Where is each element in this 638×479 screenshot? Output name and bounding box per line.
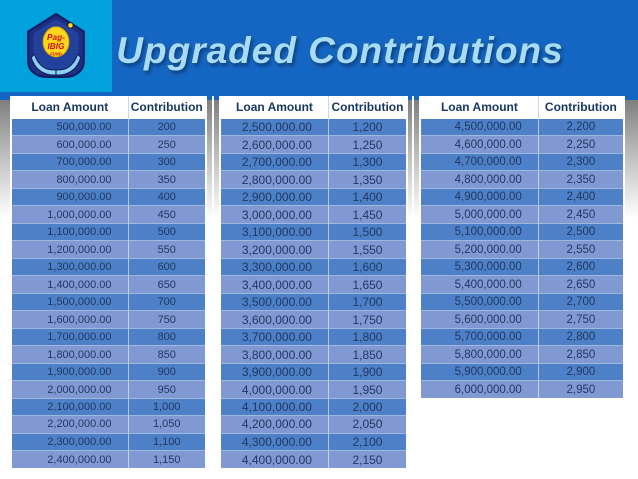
loan-amount-cell: 5,400,000.00 (420, 276, 538, 293)
loan-amount-cell: 4,900,000.00 (420, 188, 538, 205)
loan-amount-cell: 5,700,000.00 (420, 328, 538, 345)
contribution-cell: 900 (128, 363, 206, 380)
table-row (420, 136, 624, 153)
loan-amount-cell: 2,300,000.00 (11, 433, 128, 450)
contribution-cell: 2,750 (538, 311, 624, 328)
contribution-header: Contribution (328, 96, 407, 119)
loan-amount-cell: 5,300,000.00 (420, 258, 538, 275)
table-row (220, 119, 407, 136)
loan-amount-cell: 3,500,000.00 (220, 293, 328, 310)
contribution-cell: 2,150 (328, 451, 407, 469)
table-row (420, 188, 624, 205)
table-row (11, 451, 206, 469)
loan-amount-cell: 4,300,000.00 (220, 433, 328, 450)
contribution-cell: 1,950 (328, 381, 407, 398)
contribution-cell: 2,500 (538, 223, 624, 240)
table-row (420, 363, 624, 380)
loan-amount-cell: 5,500,000.00 (420, 293, 538, 310)
loan-amount-cell: 4,100,000.00 (220, 398, 328, 415)
table-row (220, 153, 407, 170)
contribution-cell: 2,300 (538, 153, 624, 170)
loan-amount-cell: 1,100,000.00 (11, 223, 128, 240)
contribution-cell: 1,750 (328, 311, 407, 328)
loan-amount-cell: 900,000.00 (11, 188, 128, 205)
table-row (220, 433, 407, 450)
contribution-cell: 1,250 (328, 136, 407, 153)
table-row (11, 363, 206, 380)
loan-amount-cell: 800,000.00 (11, 171, 128, 188)
table-row (420, 206, 624, 223)
contribution-cell: 350 (128, 171, 206, 188)
table-row (11, 346, 206, 363)
table-row (11, 381, 206, 398)
contribution-cell: 2,250 (538, 136, 624, 153)
contribution-cell: 250 (128, 136, 206, 153)
contribution-header: Contribution (128, 96, 206, 119)
contribution-cell: 2,450 (538, 206, 624, 223)
loan-amount-cell: 3,100,000.00 (220, 223, 328, 240)
loan-amount-header: Loan Amount (220, 96, 328, 119)
contribution-cell: 200 (128, 119, 206, 136)
loan-amount-cell: 4,200,000.00 (220, 416, 328, 433)
contribution-cell: 1,850 (328, 346, 407, 363)
table-row (220, 258, 407, 275)
contribution-cell: 1,000 (128, 398, 206, 415)
table-row (11, 241, 206, 258)
table-row (11, 153, 206, 170)
table-header-row (420, 96, 624, 119)
table-row (11, 258, 206, 275)
table-row (420, 223, 624, 240)
contribution-cell: 1,500 (328, 223, 407, 240)
contribution-cell: 1,550 (328, 241, 407, 258)
contribution-table-1 (10, 96, 207, 470)
table-row (11, 206, 206, 223)
loan-amount-cell: 3,200,000.00 (220, 241, 328, 258)
logo-text-line1: Pag- (47, 32, 65, 42)
loan-amount-cell: 4,500,000.00 (420, 119, 538, 136)
loan-amount-cell: 2,800,000.00 (220, 171, 328, 188)
loan-amount-cell: 5,800,000.00 (420, 346, 538, 363)
contribution-cell: 1,700 (328, 293, 407, 310)
page-title: Upgraded Contributions (116, 30, 564, 71)
contribution-cell: 1,650 (328, 276, 407, 293)
loan-amount-cell: 1,300,000.00 (11, 258, 128, 275)
contribution-cell: 1,600 (328, 258, 407, 275)
contribution-cell: 2,350 (538, 171, 624, 188)
contribution-cell: 2,400 (538, 188, 624, 205)
contribution-cell: 1,450 (328, 206, 407, 223)
loan-amount-cell: 1,500,000.00 (11, 293, 128, 310)
loan-amount-cell: 700,000.00 (11, 153, 128, 170)
table-row (420, 119, 624, 136)
table-row (220, 328, 407, 345)
contribution-cell: 2,550 (538, 241, 624, 258)
loan-amount-cell: 1,200,000.00 (11, 241, 128, 258)
table-row (220, 363, 407, 380)
table-row (420, 293, 624, 310)
contribution-cell: 950 (128, 381, 206, 398)
table-row (220, 241, 407, 258)
table-row (220, 381, 407, 398)
contribution-table-3 (419, 96, 625, 400)
contribution-cell: 700 (128, 293, 206, 310)
table-row (220, 136, 407, 153)
table-row (420, 153, 624, 170)
loan-amount-cell: 3,400,000.00 (220, 276, 328, 293)
loan-amount-cell: 4,700,000.00 (420, 153, 538, 170)
table-gap-divider (212, 96, 214, 470)
loan-amount-cell: 3,300,000.00 (220, 258, 328, 275)
contribution-cell: 1,200 (328, 119, 407, 136)
loan-amount-cell: 600,000.00 (11, 136, 128, 153)
loan-amount-header: Loan Amount (420, 96, 538, 119)
contribution-cell: 2,100 (328, 433, 407, 450)
table-row (11, 223, 206, 240)
table-row (220, 188, 407, 205)
table-row (11, 119, 206, 136)
table-header-row (11, 96, 206, 119)
contribution-cell: 850 (128, 346, 206, 363)
loan-amount-cell: 3,600,000.00 (220, 311, 328, 328)
contribution-cell: 2,050 (328, 416, 407, 433)
contribution-cell: 2,700 (538, 293, 624, 310)
loan-amount-cell: 2,700,000.00 (220, 153, 328, 170)
loan-amount-cell: 4,000,000.00 (220, 381, 328, 398)
table-row (220, 206, 407, 223)
loan-amount-cell: 4,600,000.00 (420, 136, 538, 153)
loan-amount-cell: 1,600,000.00 (11, 311, 128, 328)
table-row (220, 293, 407, 310)
table-row (11, 188, 206, 205)
contribution-cell: 2,000 (328, 398, 407, 415)
contribution-cell: 1,800 (328, 328, 407, 345)
contribution-table-2 (219, 96, 408, 470)
table-row (220, 346, 407, 363)
table-row (220, 171, 407, 188)
contribution-cell: 300 (128, 153, 206, 170)
loan-amount-cell: 3,000,000.00 (220, 206, 328, 223)
table-row (220, 276, 407, 293)
table-row (220, 311, 407, 328)
contribution-cell: 1,900 (328, 363, 407, 380)
logo-bee-icon (68, 23, 73, 28)
contribution-header: Contribution (538, 96, 624, 119)
contribution-cell: 500 (128, 223, 206, 240)
table-row (11, 293, 206, 310)
loan-amount-cell: 500,000.00 (11, 119, 128, 136)
table-header-row (220, 96, 407, 119)
contribution-cell: 1,400 (328, 188, 407, 205)
loan-amount-cell: 5,200,000.00 (420, 241, 538, 258)
table-row (11, 416, 206, 433)
table-row (11, 398, 206, 415)
table-row (11, 433, 206, 450)
table-row (11, 136, 206, 153)
loan-amount-cell: 2,900,000.00 (220, 188, 328, 205)
table-row (420, 346, 624, 363)
loan-amount-cell: 5,100,000.00 (420, 223, 538, 240)
loan-amount-cell: 3,800,000.00 (220, 346, 328, 363)
loan-amount-cell: 2,400,000.00 (11, 451, 128, 469)
contribution-cell: 2,600 (538, 258, 624, 275)
logo-text-line3: FUND (50, 51, 62, 57)
table-row (420, 311, 624, 328)
contribution-cell: 800 (128, 328, 206, 345)
table-row (420, 381, 624, 399)
contribution-cell: 1,300 (328, 153, 407, 170)
contribution-cell: 1,050 (128, 416, 206, 433)
loan-amount-cell: 4,400,000.00 (220, 451, 328, 469)
contribution-cell: 650 (128, 276, 206, 293)
contribution-cell: 2,650 (538, 276, 624, 293)
table-gap-divider (412, 96, 414, 470)
loan-amount-cell: 6,000,000.00 (420, 381, 538, 399)
table-row (420, 276, 624, 293)
loan-amount-cell: 2,000,000.00 (11, 381, 128, 398)
loan-amount-header: Loan Amount (11, 96, 128, 119)
loan-amount-cell: 3,700,000.00 (220, 328, 328, 345)
loan-amount-cell: 2,500,000.00 (220, 119, 328, 136)
contribution-cell: 400 (128, 188, 206, 205)
pagibig-logo-icon (25, 13, 87, 79)
contribution-cell: 1,100 (128, 433, 206, 450)
contribution-cell: 2,900 (538, 363, 624, 380)
loan-amount-cell: 5,000,000.00 (420, 206, 538, 223)
table-row (11, 328, 206, 345)
contribution-cell: 550 (128, 241, 206, 258)
contribution-cell: 1,150 (128, 451, 206, 469)
contribution-cell: 2,800 (538, 328, 624, 345)
table-row (220, 223, 407, 240)
table-row (420, 171, 624, 188)
loan-amount-cell: 5,600,000.00 (420, 311, 538, 328)
table-row (420, 328, 624, 345)
table-row (11, 276, 206, 293)
contribution-cell: 1,350 (328, 171, 407, 188)
loan-amount-cell: 5,900,000.00 (420, 363, 538, 380)
loan-amount-cell: 1,700,000.00 (11, 328, 128, 345)
table-row (420, 258, 624, 275)
loan-amount-cell: 3,900,000.00 (220, 363, 328, 380)
logo-text-line2: IBIG (47, 42, 65, 52)
loan-amount-cell: 1,900,000.00 (11, 363, 128, 380)
table-row (11, 311, 206, 328)
loan-amount-cell: 1,400,000.00 (11, 276, 128, 293)
contribution-cell: 2,200 (538, 119, 624, 136)
contribution-cell: 2,950 (538, 381, 624, 399)
table-row (220, 398, 407, 415)
loan-amount-cell: 1,800,000.00 (11, 346, 128, 363)
loan-amount-cell: 2,100,000.00 (11, 398, 128, 415)
loan-amount-cell: 4,800,000.00 (420, 171, 538, 188)
loan-amount-cell: 1,000,000.00 (11, 206, 128, 223)
contribution-cell: 2,850 (538, 346, 624, 363)
contribution-cell: 450 (128, 206, 206, 223)
table-row (220, 451, 407, 469)
table-row (220, 416, 407, 433)
loan-amount-cell: 2,200,000.00 (11, 416, 128, 433)
table-row (11, 171, 206, 188)
contribution-cell: 600 (128, 258, 206, 275)
loan-amount-cell: 2,600,000.00 (220, 136, 328, 153)
table-row (420, 241, 624, 258)
contribution-cell: 750 (128, 311, 206, 328)
